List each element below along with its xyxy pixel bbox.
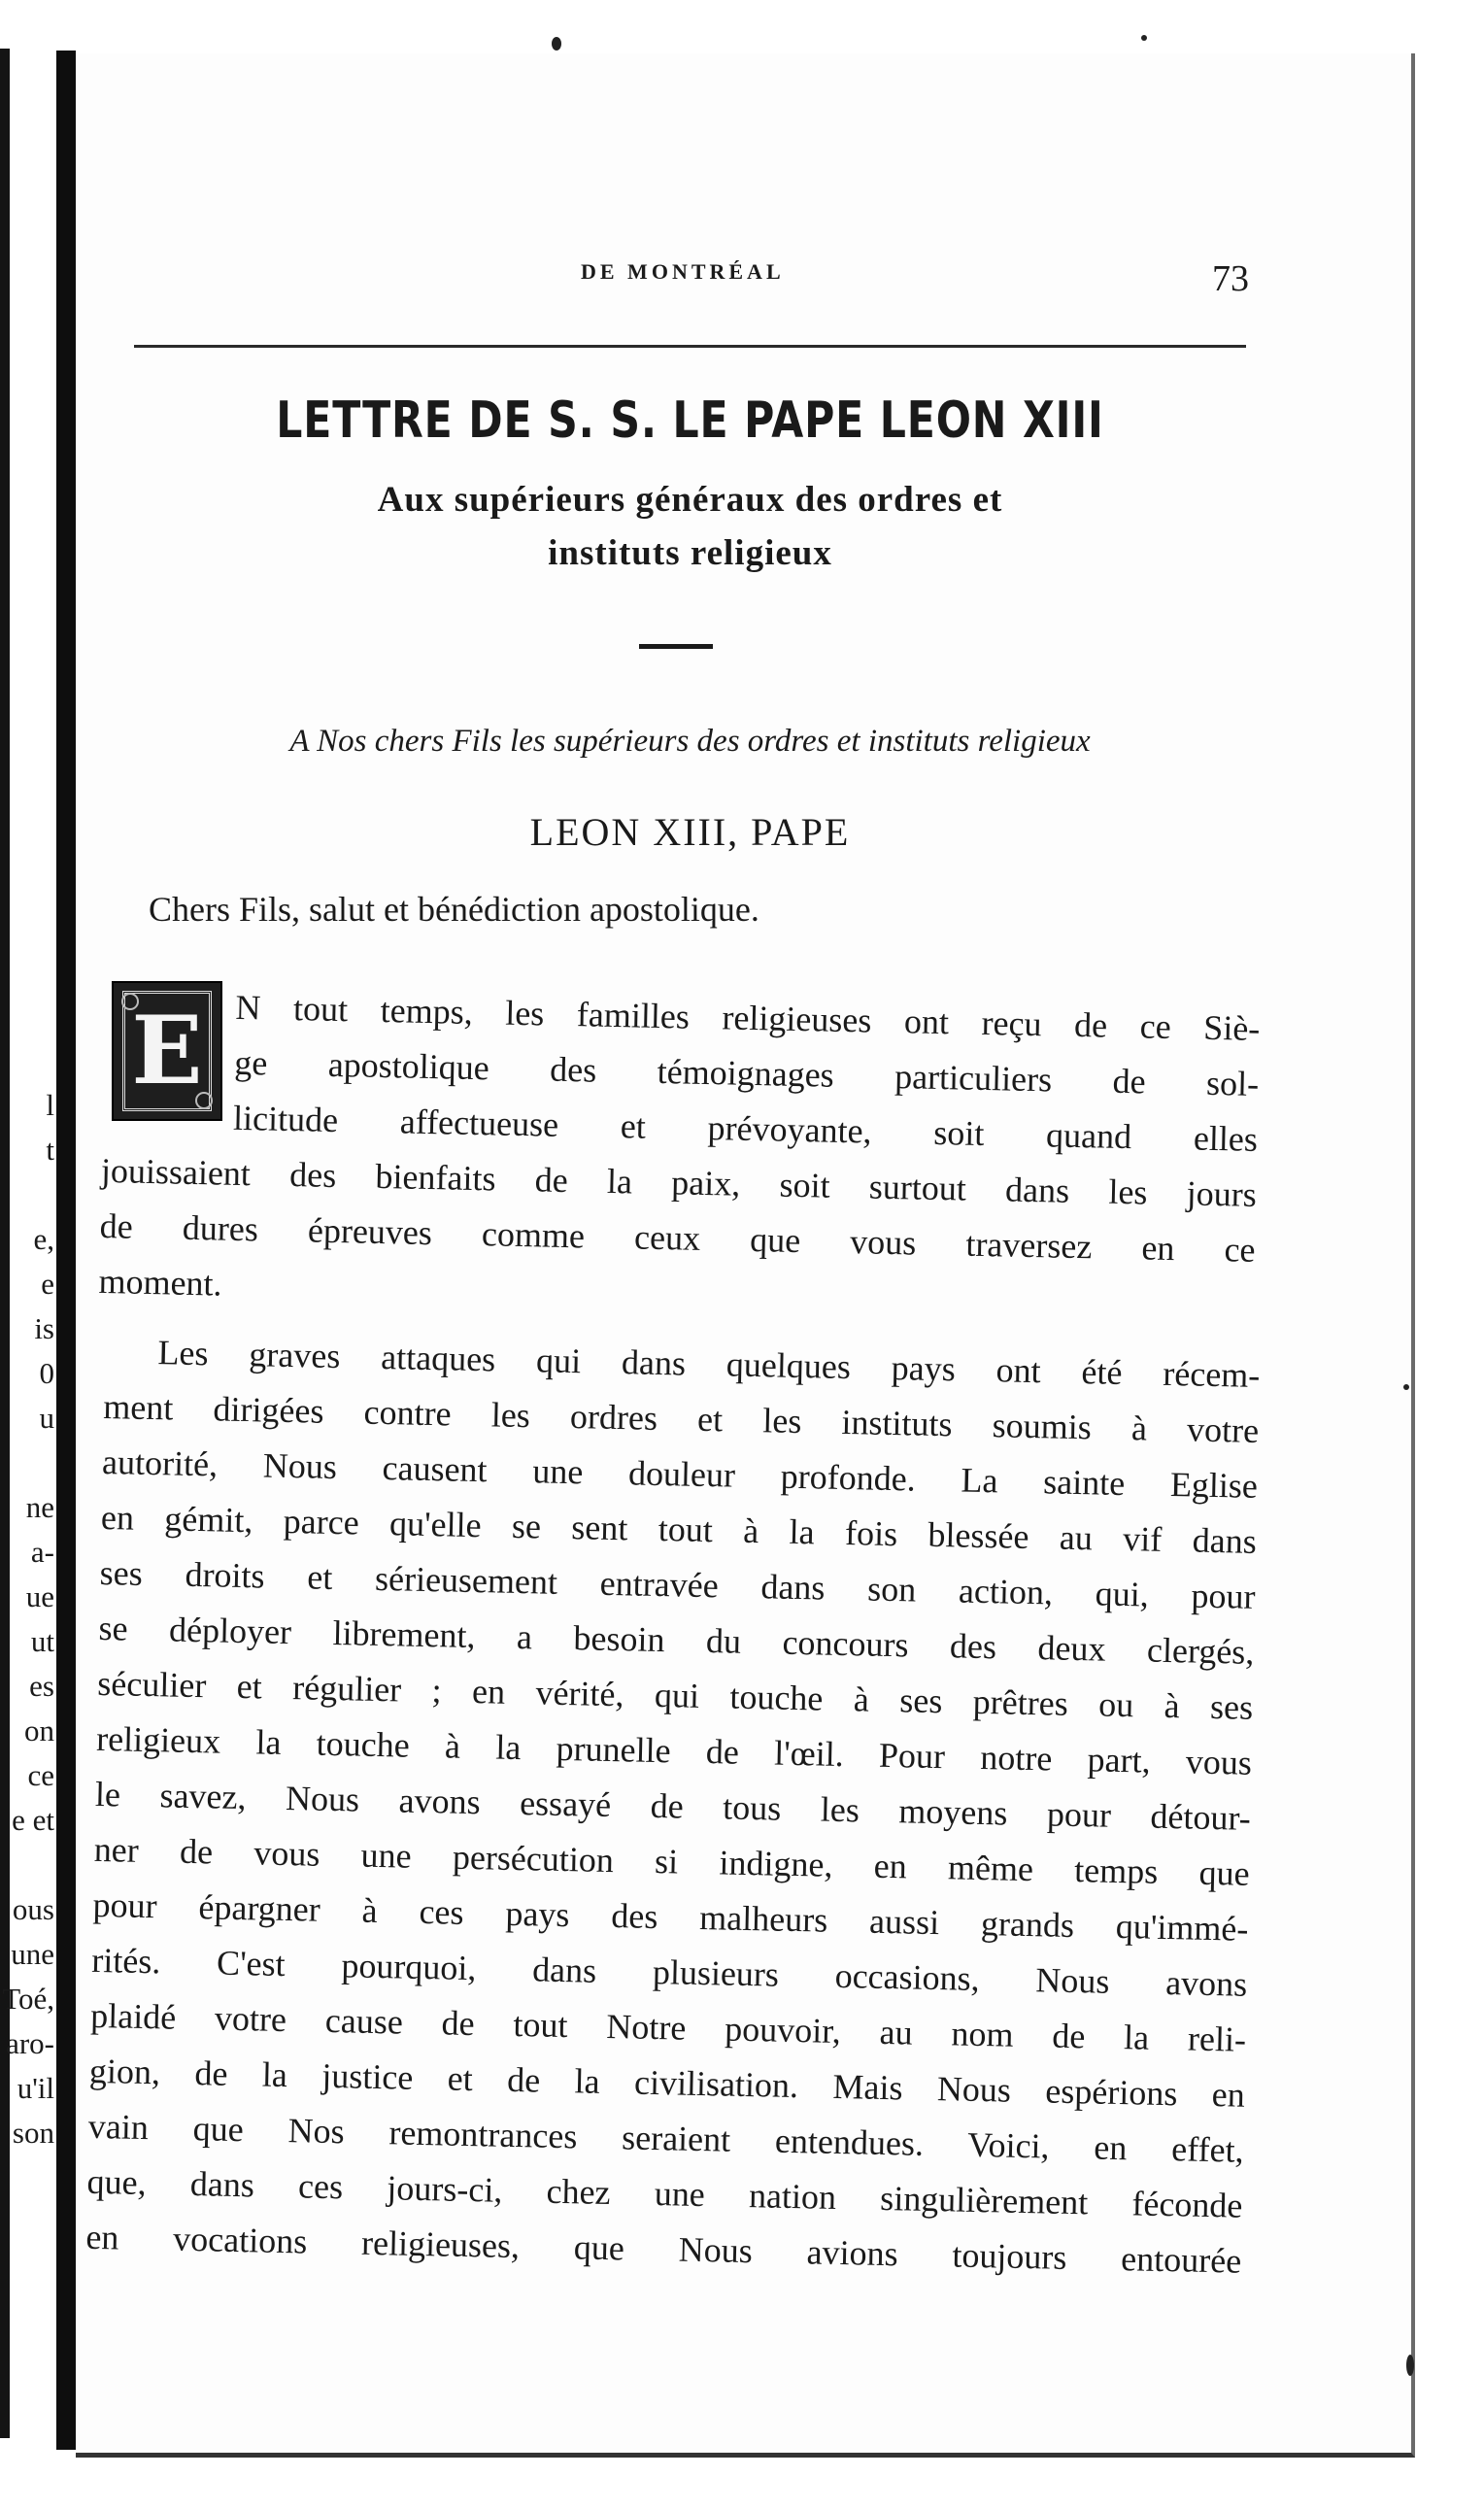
subtitle-line: instituts religieux	[548, 533, 832, 573]
previous-page-fragments	[0, 1083, 54, 2155]
text-line: moment.	[98, 1261, 222, 1304]
letter-subtitle	[173, 473, 1207, 580]
fragment-line: e et	[12, 1803, 54, 1837]
text-line: licitude affectueuse et prévoyante, soit quand elles	[232, 1098, 1259, 1159]
pope-name: LEON XIII, PAPE	[529, 810, 851, 854]
fragment-line: a-	[30, 1535, 54, 1569]
fragment-line: e,	[33, 1222, 54, 1256]
paragraph-1	[98, 984, 1261, 1340]
text-line: ses droits et sérieusement entravée dans son action, qui, pour	[99, 1552, 1256, 1616]
text-line: ment dirigées contre les ordres et les instituts soumis à votre	[102, 1386, 1260, 1450]
fragment-line: ous	[12, 1892, 54, 1926]
fragment-line: on	[24, 1713, 54, 1747]
text-line: en vocations religieuses, que Nous avions toujours entourée	[85, 2217, 1242, 2281]
fragment-line: une	[11, 1937, 54, 1971]
text-line: pour épargner à ces pays des malheurs aussi grands qu'immé-	[92, 1884, 1249, 1949]
text-line: de dures épreuves comme ceux que vous traversez en ce	[99, 1205, 1256, 1270]
dust-speck	[552, 37, 561, 51]
fragment-line: ne	[25, 1490, 54, 1524]
text-line: que, dans ces jours-ci, chez une nation singulièrement féconde	[86, 2161, 1243, 2225]
subtitle-line: Aux supérieurs généraux des ordres et	[377, 480, 1003, 520]
text-line: rités. C'est pourquoi, dans plusieurs occasions, Nous avons	[91, 1940, 1248, 2004]
dust-speck	[1141, 35, 1147, 41]
text-line: jouissaient des bienfaits de la paix, soit surtout dans les jours	[100, 1150, 1258, 1214]
text-line: ner de vous une persécution si indigne, en même temps que	[93, 1829, 1250, 1893]
text-line: N tout temps, les familles religieuses ont reçu de ce Siè-	[235, 987, 1261, 1048]
fragment-line: es	[29, 1669, 54, 1703]
text-line: gion, de la justice et de la civilisation. Mais Nous espérions en	[88, 2051, 1246, 2115]
fragment-line: l	[46, 1088, 54, 1122]
book-gutter-shadow	[56, 51, 76, 2450]
fragment-line	[0, 1441, 54, 1485]
text-line: ge apostolique des témoignages particuliers de sol-	[233, 1042, 1260, 1103]
text-line: religieux la touche à la prunelle de l'œil. Pour notre part, vous	[95, 1718, 1253, 1782]
fragment-line: is	[34, 1311, 54, 1345]
fragment-line: t	[46, 1133, 54, 1167]
fragment-line: ce	[27, 1758, 54, 1792]
drop-cap-letter: E	[122, 991, 212, 1111]
text-line: séculier et régulier ; en vérité, qui touche à ses prêtres ou à ses	[96, 1663, 1254, 1727]
dust-speck	[1406, 2355, 1414, 2376]
fragment-line: aro-	[6, 2026, 54, 2060]
book-page	[76, 53, 1415, 2458]
fragment-line: ue	[25, 1579, 54, 1613]
dust-speck	[1403, 1384, 1409, 1390]
fragment-line: 0	[39, 1356, 54, 1390]
section-divider	[639, 644, 713, 649]
letter-address: A Nos chers Fils les supérieurs des ordres et instituts religieux	[289, 724, 1091, 759]
scan-right-margin	[1416, 0, 1484, 2510]
text-line: en gémit, parce qu'elle se sent tout à la fois blessée au vif dans	[100, 1497, 1258, 1561]
text-line: plaidé votre cause de tout Notre pouvoir, au nom de la reli-	[89, 1995, 1247, 2059]
text-line: Les graves attaques qui dans quelques pays ont été récem-	[157, 1333, 1261, 1395]
fragment-line: Toé,	[2, 1982, 54, 2016]
scan-bottom-margin	[76, 2458, 1416, 2510]
fragment-line	[0, 1843, 54, 1887]
page-number: 73	[1212, 258, 1249, 299]
text-line: vain que Nos remontrances seraient entendues. Voici, en effet,	[87, 2106, 1245, 2170]
fragment-line	[0, 1172, 54, 1217]
fragment-line: son	[12, 2116, 54, 2150]
salutation: Chers Fils, salut et bénédiction apostolique.	[149, 890, 759, 929]
letter-title: LETTRE DE S. S. LE PAPE LEON XIII	[276, 391, 1104, 450]
paragraph-2	[85, 1331, 1261, 2296]
text-line: le savez, Nous avons essayé de tous les moyens pour détour-	[94, 1774, 1252, 1838]
text-line: se déployer librement, a besoin du concours des deux clergés,	[98, 1608, 1255, 1672]
header-rule	[134, 345, 1246, 348]
fragment-line: u	[39, 1401, 54, 1435]
fragment-line: u'il	[17, 2071, 54, 2105]
fragment-line: ut	[30, 1624, 54, 1658]
fragment-line: e	[41, 1267, 54, 1301]
text-line: autorité, Nous causent une douleur profonde. La sainte Eglise	[101, 1442, 1259, 1506]
running-head: DE MONTRÉAL	[581, 259, 785, 284]
